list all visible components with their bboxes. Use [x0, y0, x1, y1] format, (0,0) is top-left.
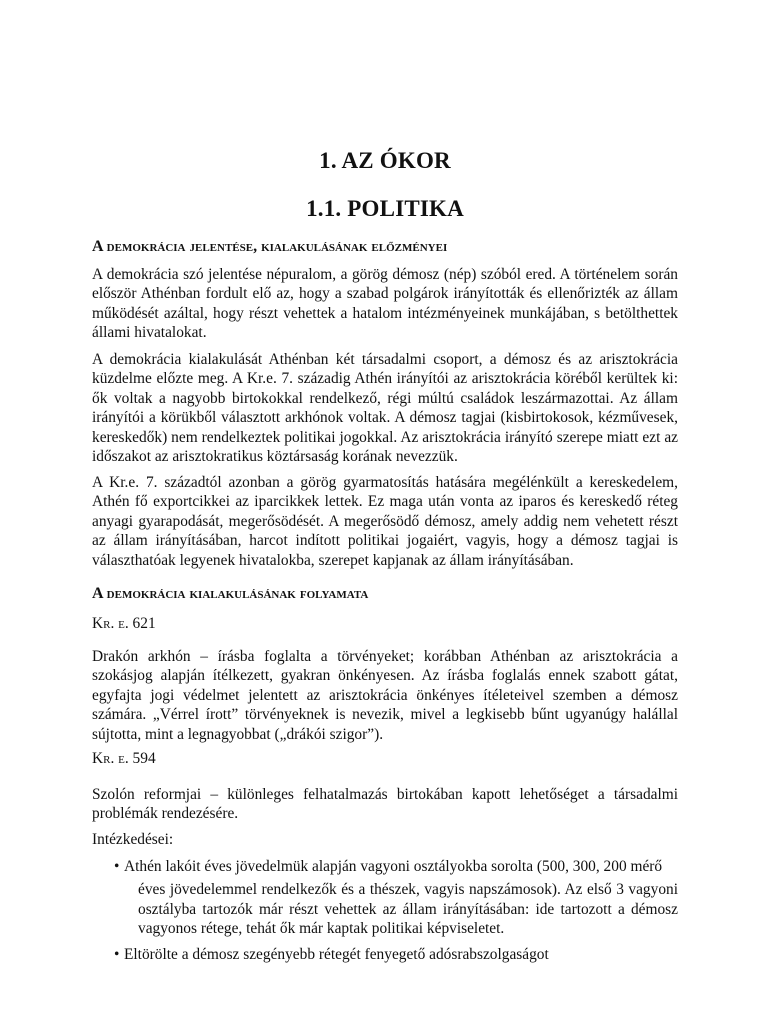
subsection-heading-meaning: A demokrácia jelentése, kialakulásának előzményei — [92, 238, 448, 255]
list-item — [114, 857, 678, 939]
date-label-594: Kr. e. 594 — [92, 750, 156, 767]
paragraph-szolon: Szolón reformjai – különleges felhatalmazás birtokában kapott lehetőséget a társadalmi problémák rendezésére. — [92, 786, 678, 823]
bullet-icon: • — [114, 858, 120, 875]
paragraph-drakon: Drakón arkhón – írásba foglalta a törvényeket; korábban Athénban az arisztokrácia a szokásjog alapján ítélkezett, gyakran önkényesen. Az írásba foglalás ennek szabott gátat, egyfajta jogi védelmet jelentett az arisztokrácia önkényes ítéleteivel szemben a démosz számára. „Vérrel írott” törvényeknek is nevezik, mivel a legkisebb bűnt ugyanúgy halállal sújtotta, mint a legnagyobbat („drákói szigor”). — [92, 648, 678, 743]
paragraph-trade: A Kr.e. 7. századtól azonban a görög gyarmatosítás hatására megélénkült a kereskedelem, Athén fő exportcikkei az iparcikkek lettek. Ez maga után vonta az iparos és kereskedő réteg anyagi gyarapodását, megerősödését. A megerősödő démosz, amely addig nem vehetett részt az állam irányításában, harcot indított politikai jogaiért, vagyis, hogy a démosz tagjai is választhatóak legyenek hivatalokba, szerepet kapjanak az állam irányításában. — [92, 474, 678, 569]
paragraph-meaning: A demokrácia szó jelentése népuralom, a görög démosz (nép) szóból ered. A történelem során először Athénban fordult elő az, hogy a szabad polgárok irányították és ellenőrizték az állam működését azáltal, hogy részt vehettek a hatalom intézményeinek munkájában, s betölthettek állami hivatalokat. — [92, 266, 678, 342]
chapter-title: 1. AZ ÓKOR — [319, 148, 451, 173]
bullet-icon: • — [114, 946, 120, 963]
measures-label: Intézkedései: — [92, 831, 174, 848]
list-item — [114, 945, 678, 964]
date-label-621: Kr. e. 621 — [92, 615, 156, 632]
subsection-heading-process: A demokrácia kialakulásának folyamata — [92, 585, 369, 602]
list-item-first-line: Eltörölte a démosz szegényebb rétegét fenyegető adósrabszolgaságot — [124, 946, 549, 963]
paragraph-background: A demokrácia kialakulását Athénban két társadalmi csoport, a démosz és az arisztokrácia küzdelme előzte meg. A Kr.e. 7. századig Athén irányítói az arisztokrácia köréből kerültek ki: ők voltak a nagyobb birtokokkal rendelkező, régi múltú családok leszármazottai. Az állam irányítói a körükből választott arkhónok voltak. A démosz tagjai (kisbirtokosok, kézművesek, kereskedők) nem rendelkeztek politikai jogokkal. Az arisztokrácia irányító szerepe miatt ezt az időszakot az arisztokratikus köztársaság korának nevezzük. — [92, 351, 678, 466]
list-item-continuation: éves jövedelemmel rendelkezők és a thészek, vagyis napszámosok). Az első 3 vagyoni osztályba tartozók már részt vehettek az állam irányításában: ide tartozott a démosz vagyonos rétege, tehát ők már kaptak politikai képviseletet. — [138, 881, 678, 938]
section-title: 1.1. POLITIKA — [306, 196, 464, 221]
list-item-first-line: Athén lakóit éves jövedelmük alapján vagyoni osztályokba sorolta (500, 300, 200 mérő — [124, 858, 663, 875]
